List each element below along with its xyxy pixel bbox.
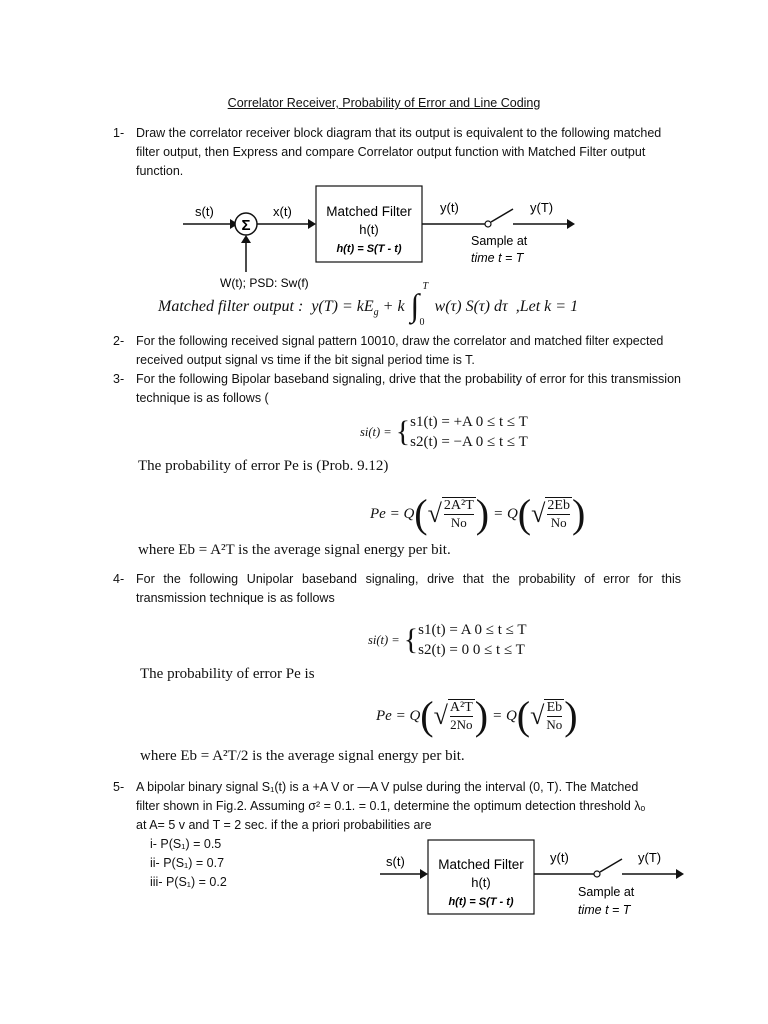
q5-switch-blade <box>600 859 622 872</box>
eq-plus-k: + k <box>382 298 405 315</box>
q4-number: 4- <box>113 572 125 586</box>
q3-frac2-den: No <box>550 515 567 530</box>
q1-yt-label: y(t) <box>440 200 459 215</box>
q3-frac1-num: 2A²T <box>443 498 474 513</box>
q5-mf-box-h: h(t) <box>471 875 491 890</box>
q3-case1: s1(t) = +A 0 ≤ t ≤ T <box>410 414 528 430</box>
q5-line3: at A= 5 v and T = 2 sec. if the a priori probabilities are <box>136 818 432 832</box>
q5-item-3: iii- P(S₁) = 0.2 <box>150 875 227 889</box>
q4-eq-q: = Q <box>492 707 517 724</box>
switch-node <box>485 221 491 227</box>
q4-pe: Pe = Q <box>376 707 421 724</box>
q4-cases: si(t) = { s1(t) = A 0 ≤ t ≤ T s2(t) = 0 0 ≤ t ≤ T <box>368 622 527 658</box>
int-lower: 0 <box>419 317 425 328</box>
q4-case1: s1(t) = A 0 ≤ t ≤ T <box>418 622 527 638</box>
q5-switch-node <box>594 871 600 877</box>
q3-cases: si(t) = { s1(t) = +A 0 ≤ t ≤ T s2(t) = −A 0 ≤ t ≤ T <box>360 414 528 450</box>
q2-text: For the following received signal pattern 10010, draw the correlator and matched filter expected received output signal vs time if the bit signal period time is T. <box>136 334 664 367</box>
q5-item-1: i- P(S₁) = 0.5 <box>150 837 222 851</box>
q4-prob-text: The probability of error Pe is <box>140 666 315 682</box>
q1-xt-label: x(t) <box>273 204 292 219</box>
page-title: Correlator Receiver, Probability of Error and Line Coding <box>227 96 541 110</box>
q3-where: where Eb = A²T is the average signal energy per bit. <box>138 542 451 558</box>
q5-line2: filter shown in Fig.2. Assuming σ² = 0.1. = 0.1, determine the optimum detection threshold λₒ <box>136 799 646 813</box>
q1-yT-label: y(T) <box>530 200 554 215</box>
summer-sigma: Σ <box>241 217 251 234</box>
q3-si: si(t) = <box>360 424 392 439</box>
q5-mf-box-title: Matched Filter <box>438 857 524 872</box>
q3-pe: Pe = Q <box>370 505 415 522</box>
mf-box-title: Matched Filter <box>326 204 412 219</box>
q1-text: Draw the correlator receiver block diagram that its output is equivalent to the following matched filter output, then Express and compare Correlator output function with Matched Filter output function. <box>136 126 662 178</box>
q4-frac2-den: No <box>546 717 563 732</box>
int-upper: T <box>422 281 429 292</box>
eq-integrand: w(τ) S(τ) dτ <box>434 298 508 315</box>
q1-number: 1- <box>113 126 125 140</box>
q1-input-label: s(t) <box>195 204 214 219</box>
q3-eq-q: = Q <box>493 505 518 522</box>
q3-number: 3- <box>113 372 125 386</box>
q5-input-label: s(t) <box>386 854 405 869</box>
q4-frac2-num: Eb <box>546 700 563 715</box>
eq-sub-g: g <box>373 306 379 318</box>
mf-box-h: h(t) <box>359 222 379 237</box>
q4-pe-formula: Pe = Q ( √ $\frac{\text{A²T}}{2No}$ ) = Q ( √ $\frac{Eb}{No}$ ) <box>376 693 578 738</box>
q5-number: 5- <box>113 780 125 794</box>
q4-frac1-num: A²T <box>449 700 473 715</box>
q5-item-2: ii- P(S₁) = 0.7 <box>150 856 225 870</box>
mf-box-eq: h(t) = S(T - t) <box>336 243 402 255</box>
q3-text: For the following Bipolar baseband signaling, drive that the probability of error for this transmission technique is as follows ( <box>136 372 681 405</box>
sample-label-2: time t = T <box>471 251 524 265</box>
q5-yt-label: y(t) <box>550 850 569 865</box>
q4-frac1-den: 2No <box>450 717 473 732</box>
eq-let: ,Let k = 1 <box>515 298 579 315</box>
q5-sample-label-1: Sample at <box>578 885 635 899</box>
integral-sign: ∫ T 0 <box>410 281 429 328</box>
q5-block-diagram <box>380 838 700 922</box>
q1-block-diagram <box>175 182 595 292</box>
q5-line1: A bipolar binary signal S₁(t) is a +A V or —A V pulse during the interval (0, T). The Matched <box>136 780 639 794</box>
eq-label: Matched filter output : <box>158 298 304 315</box>
q3-frac1-den: No <box>450 515 467 530</box>
q3-pe-formula: Pe = Q ( √ $\frac{\text{2A²T}}{No}$ ) = Q ( √ $\frac{2Eb}{No}$ ) <box>370 491 586 536</box>
q3-prob-text: The probability of error Pe is (Prob. 9.12) <box>138 458 389 474</box>
q4-where: where Eb = A²T/2 is the average signal energy per bit. <box>140 748 465 764</box>
q3-frac2-num: 2Eb <box>547 498 570 513</box>
q5-yT-label: y(T) <box>638 850 662 865</box>
q5-mf-box-eq: h(t) = S(T - t) <box>448 896 514 908</box>
q5-sample-label-2: time t = T <box>578 903 631 917</box>
q2-number: 2- <box>113 334 125 348</box>
q4-si: si(t) = <box>368 632 400 647</box>
q4-case2: s2(t) = 0 0 ≤ t ≤ T <box>418 642 525 658</box>
q4-text: For the following Unipolar baseband signaling, drive that the probability of error for this transmission technique is as follows <box>136 572 681 605</box>
sample-label-1: Sample at <box>471 234 528 248</box>
noise-label: W(t); PSD: Sw(f) <box>220 276 309 290</box>
q3-case2: s2(t) = −A 0 ≤ t ≤ T <box>410 434 528 450</box>
eq-lhs: y(T) = kE <box>311 298 374 315</box>
switch-blade <box>491 209 513 222</box>
